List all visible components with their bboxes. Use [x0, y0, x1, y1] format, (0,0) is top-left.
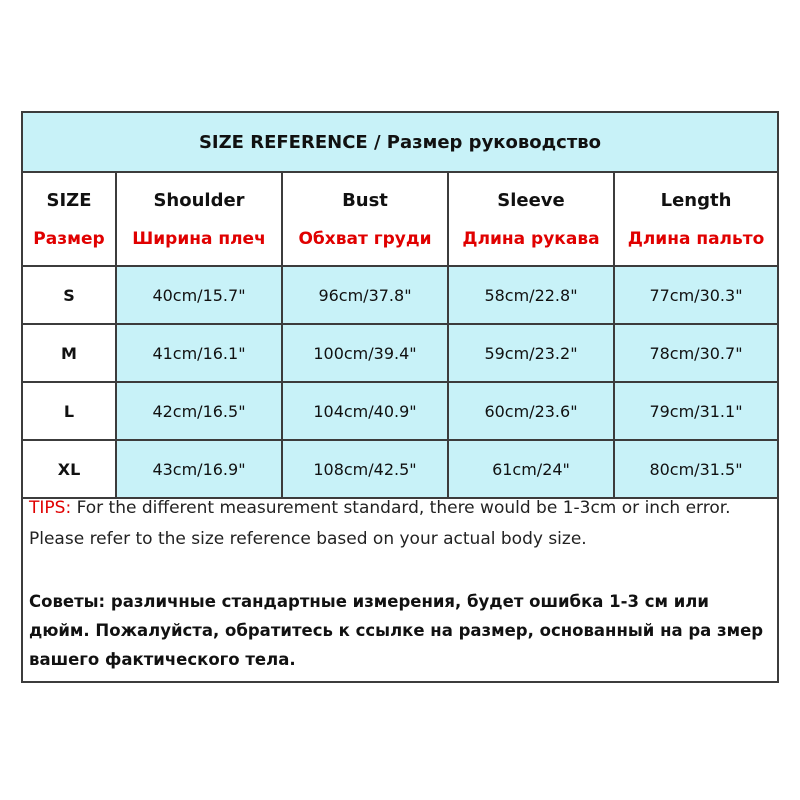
column-header-length	[614, 173, 777, 266]
column-header-label-en: Shoulder	[153, 189, 245, 211]
table-row	[23, 324, 777, 382]
tips-text: For the different measurement standard, there would be 1-3cm or inch error. Please refer to the size reference based on your actual body size.	[29, 498, 731, 549]
table-header-row	[23, 173, 777, 266]
length-value: 77cm/30.3"	[614, 266, 777, 324]
bust-value: 104cm/40.9"	[282, 382, 448, 440]
table-row	[23, 266, 777, 324]
shoulder-value: 40cm/15.7"	[116, 266, 282, 324]
sleeve-value: 60cm/23.6"	[448, 382, 614, 440]
shoulder-value: 43cm/16.9"	[116, 440, 282, 498]
size-label: M	[23, 324, 116, 382]
bust-value: 100cm/39.4"	[282, 324, 448, 382]
bust-value: 108cm/42.5"	[282, 440, 448, 498]
column-header-label-ru: Длина пальто	[627, 228, 765, 249]
length-value: 79cm/31.1"	[614, 382, 777, 440]
size-label: S	[23, 266, 116, 324]
table-row	[23, 382, 777, 440]
shoulder-value: 42cm/16.5"	[116, 382, 282, 440]
column-header-size	[23, 173, 116, 266]
column-header-label-ru: Размер	[33, 228, 105, 249]
column-header-label-en: Length	[660, 189, 732, 211]
column-header-sleeve	[448, 173, 614, 266]
sleeve-value: 58cm/22.8"	[448, 266, 614, 324]
column-header-label-en: Sleeve	[497, 189, 565, 211]
column-header-label-en: Bust	[342, 189, 388, 211]
table-row	[23, 440, 777, 498]
size-label: XL	[23, 440, 116, 498]
size-table	[23, 173, 777, 499]
shoulder-value: 41cm/16.1"	[116, 324, 282, 382]
bust-value: 96cm/37.8"	[282, 266, 448, 324]
tips-note-ru: Советы: различные стандартные измерения, будет ошибка 1-3 см или дюйм. Пожалуйста, обратитесь к ссылке на размер, основанный на ра змер вашего фактического тела.	[29, 592, 764, 669]
sleeve-value: 61cm/24"	[448, 440, 614, 498]
column-header-bust	[282, 173, 448, 266]
size-label: L	[23, 382, 116, 440]
column-header-shoulder	[116, 173, 282, 266]
length-value: 80cm/31.5"	[614, 440, 777, 498]
column-header-label-ru: Ширина плеч	[132, 228, 266, 249]
length-value: 78cm/30.7"	[614, 324, 777, 382]
sleeve-value: 59cm/23.2"	[448, 324, 614, 382]
column-header-label-en: SIZE	[46, 189, 92, 211]
tips-note-en	[29, 493, 769, 555]
column-header-label-ru: Обхват груди	[298, 228, 432, 249]
size-chart	[21, 111, 779, 683]
tips-label: TIPS:	[29, 498, 72, 518]
column-header-label-ru: Длина рукава	[462, 228, 600, 249]
size-chart-title: SIZE REFERENCE / Размер руководство	[23, 113, 777, 173]
